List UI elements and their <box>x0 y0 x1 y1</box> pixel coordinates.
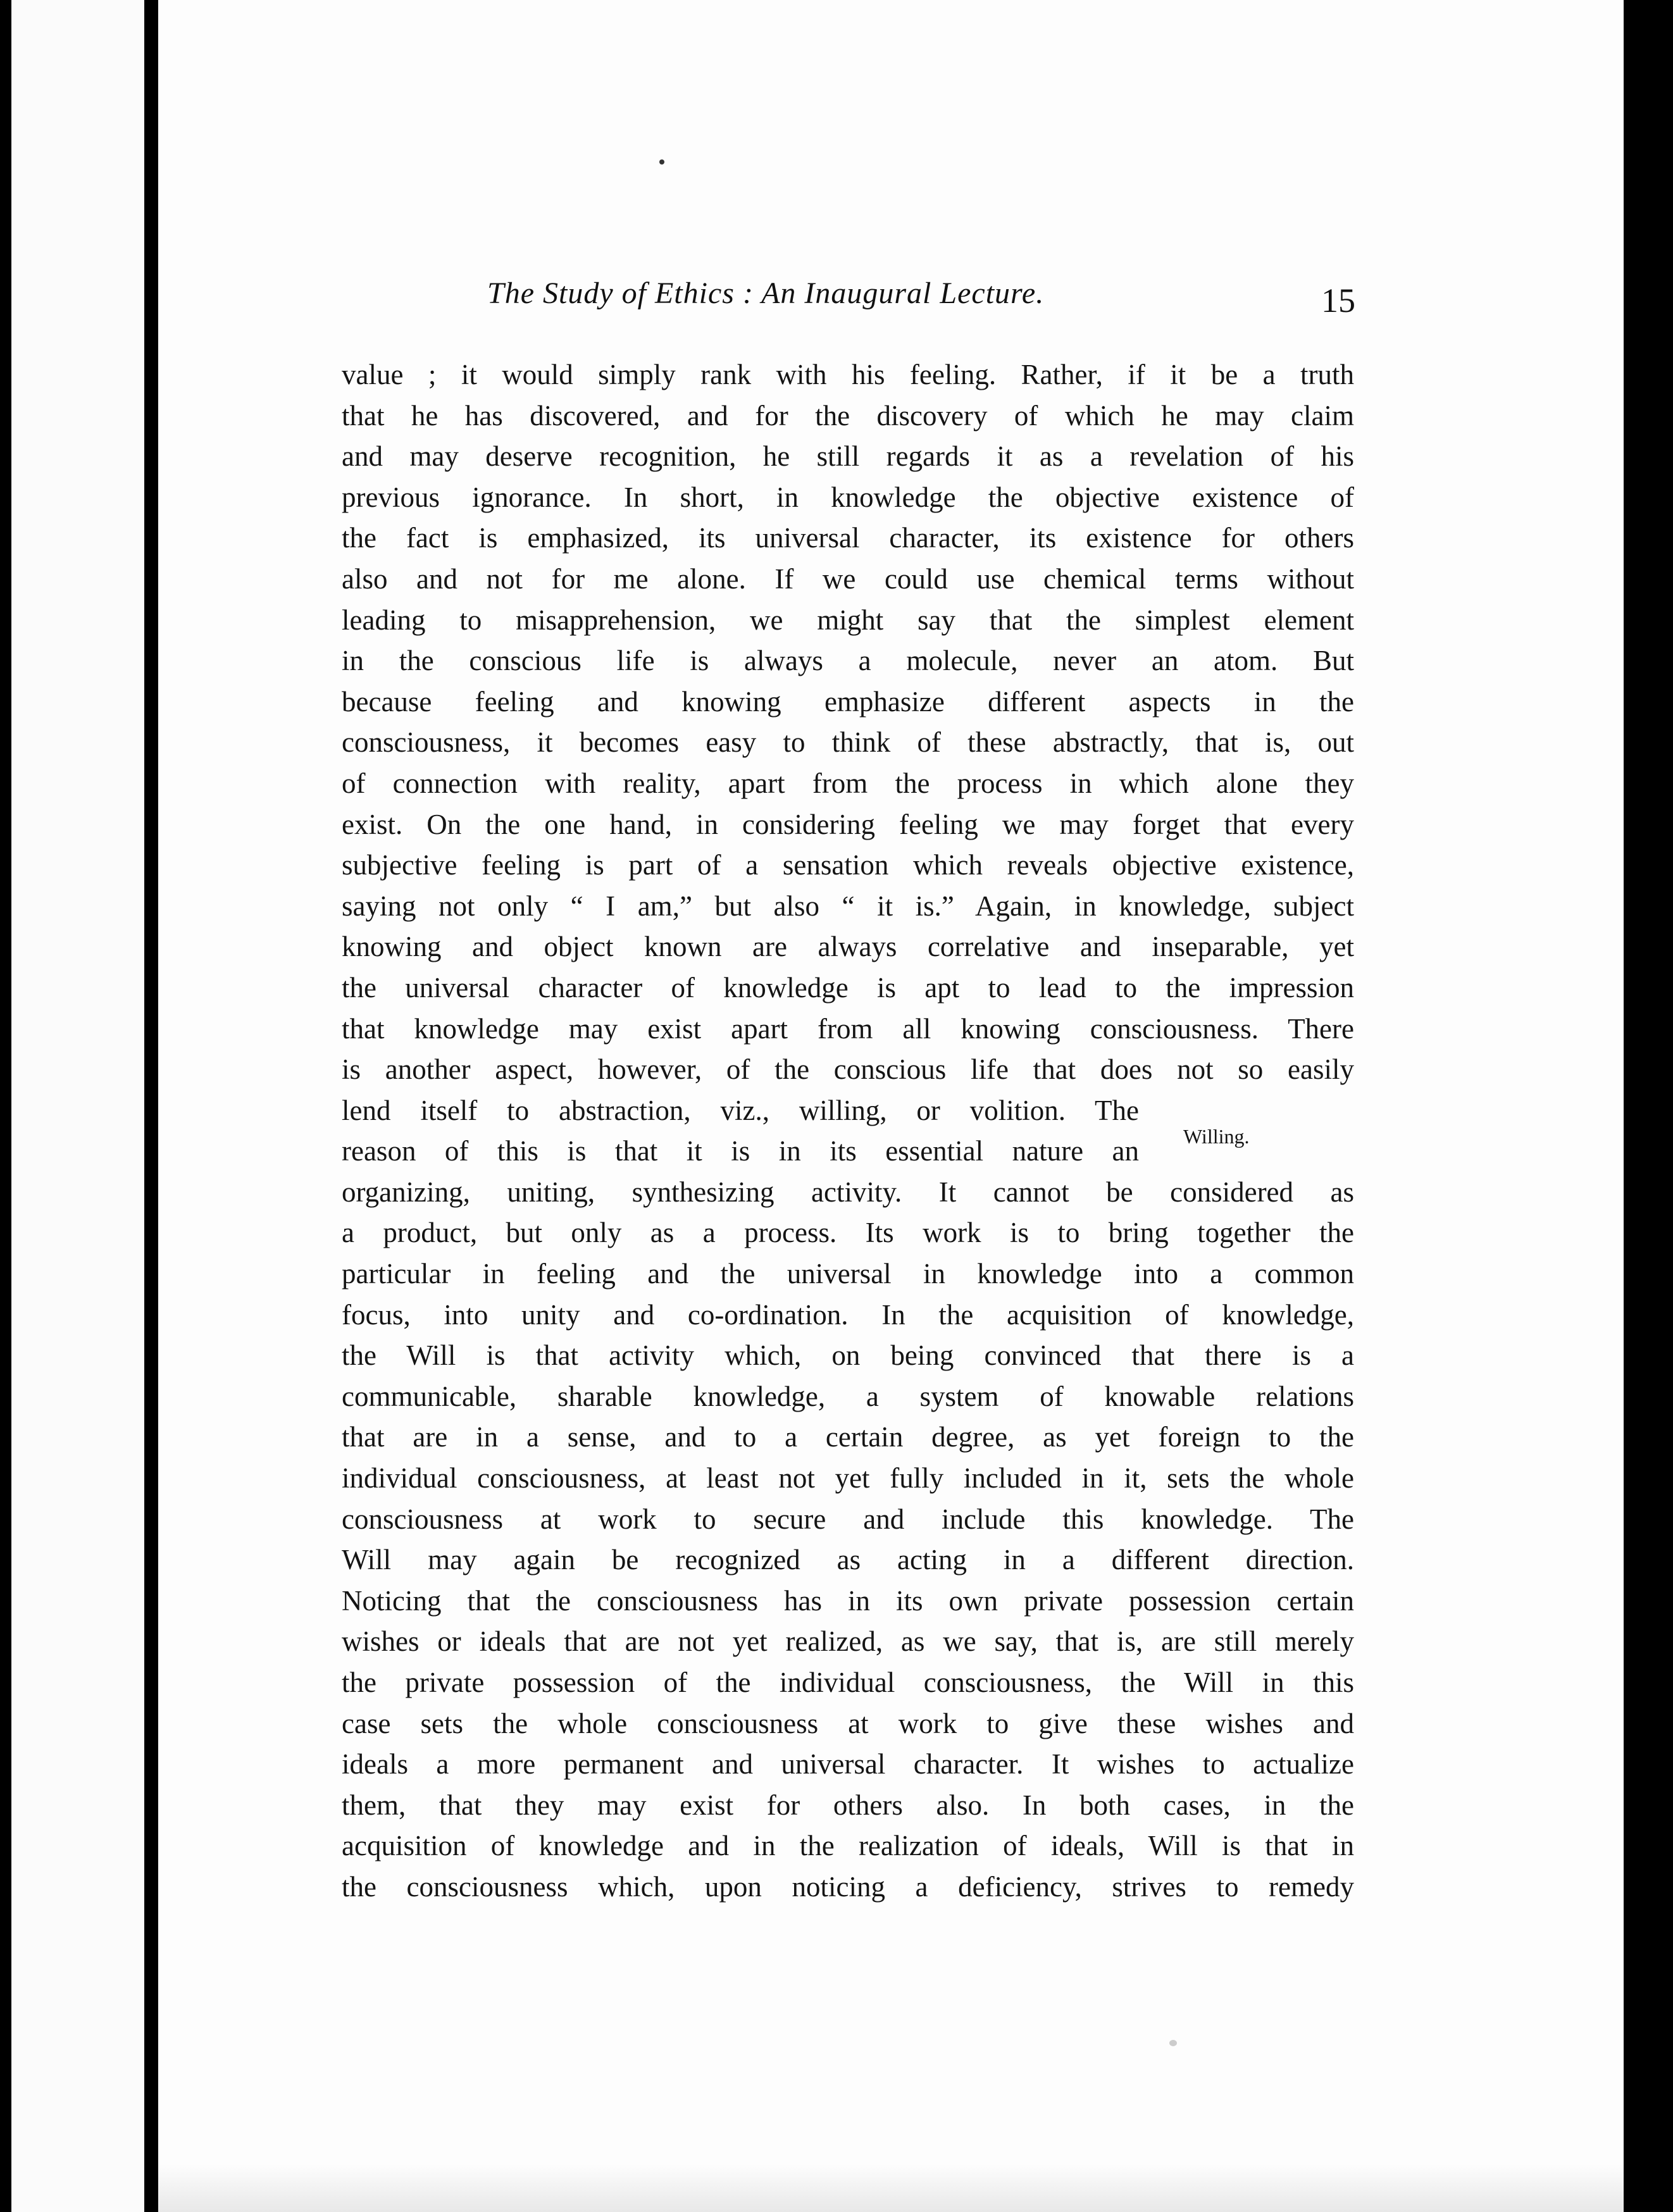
text-line: reason of this is that it is in its essential nature an <box>342 1135 1139 1167</box>
text-line: focus, into unity and co-ordination. In the acquisition of knowledge, <box>342 1298 1354 1331</box>
text-line: communicable, sharable knowledge, a system of knowable relations <box>342 1380 1354 1412</box>
text-line: wishes or ideals that are not yet realized, as we say, that is, are still merely <box>342 1625 1354 1658</box>
text-line: the universal character of knowledge is apt to lead to the impression <box>342 971 1354 1003</box>
page-number: 15 <box>1321 282 1355 320</box>
text-line: that are in a sense, and to a certain degree, as yet foreign to the <box>342 1421 1354 1453</box>
text-line: of connection with reality, apart from the process in which alone they <box>342 767 1354 799</box>
running-head: The Study of Ethics : An Inaugural Lecture. <box>487 276 1045 310</box>
facing-page-edge <box>11 0 144 2212</box>
text-line: and may deserve recognition, he still regards it as a revelation of his <box>342 440 1354 473</box>
text-line: is another aspect, however, of the conscious life that does not so easily <box>342 1053 1354 1086</box>
text-line: that knowledge may exist apart from all knowing consciousness. There <box>342 1012 1354 1045</box>
text-line: that he has discovered, and for the discovery of which he may claim <box>342 399 1354 432</box>
text-line: a product, but only as a process. Its work is to bring together the <box>342 1217 1354 1249</box>
text-line: consciousness, it becomes easy to think of these abstractly, that is, out <box>342 726 1354 759</box>
text-line: knowing and object known are always correlative and inseparable, yet <box>342 931 1354 963</box>
text-line: leading to misapprehension, we might say that the simplest element <box>342 604 1354 636</box>
text-line: lend itself to abstraction, viz., willing, or volition. The <box>342 1094 1139 1126</box>
text-line: the private possession of the individual consciousness, the Will in this <box>342 1667 1354 1698</box>
text-line: case sets the whole consciousness at work to give these wishes and <box>342 1707 1354 1739</box>
text-line: value ; it would simply rank with his feeling. Rather, if it be a truth <box>342 359 1354 390</box>
text-line: consciousness at work to secure and include this knowledge. The <box>342 1503 1354 1535</box>
text-line: individual consciousness, at least not yet fully included in it, sets the whole <box>342 1462 1354 1494</box>
text-line: because feeling and knowing emphasize different aspects in the <box>342 685 1354 718</box>
text-line: the fact is emphasized, its universal character, its existence for others <box>342 522 1354 554</box>
scan-border <box>1624 0 1673 2212</box>
margin-note: Willing. <box>1183 1125 1250 1148</box>
text-line: saying not only “ I am,” but also “ it is.” Again, in knowledge, subject <box>342 890 1354 922</box>
text-line: acquisition of knowledge and in the realization of ideals, Will is that in <box>342 1830 1354 1862</box>
ink-speck <box>659 159 664 165</box>
ink-speck <box>1169 2040 1177 2046</box>
text-line: Will may again be recognized as acting in a different direction. <box>342 1544 1354 1576</box>
text-line: Noticing that the consciousness has in its own private possession certain <box>342 1584 1354 1617</box>
book-spine <box>144 0 158 2212</box>
text-line: exist. On the one hand, in considering feeling we may forget that every <box>342 808 1354 840</box>
text-line: the consciousness which, upon noticing a deficiency, strives to remedy <box>342 1870 1354 1903</box>
text-line: in the conscious life is always a molecule, never an atom. But <box>342 645 1354 677</box>
text-line: ideals a more permanent and universal character. It wishes to actualize <box>342 1748 1354 1780</box>
text-line: the Will is that activity which, on being convinced that there is a <box>342 1339 1354 1372</box>
text-line: organizing, uniting, synthesizing activity. It cannot be considered as <box>342 1176 1354 1208</box>
page-bottom-shadow <box>158 2164 1624 2212</box>
text-line: subjective feeling is part of a sensation which reveals objective existence, <box>342 849 1354 881</box>
text-line: also and not for me alone. If we could use chemical terms without <box>342 562 1354 595</box>
text-line: previous ignorance. In short, in knowledge the objective existence of <box>342 481 1354 513</box>
text-line: particular in feeling and the universal in knowledge into a common <box>342 1258 1354 1290</box>
text-line: them, that they may exist for others also. In both cases, in the <box>342 1789 1354 1821</box>
